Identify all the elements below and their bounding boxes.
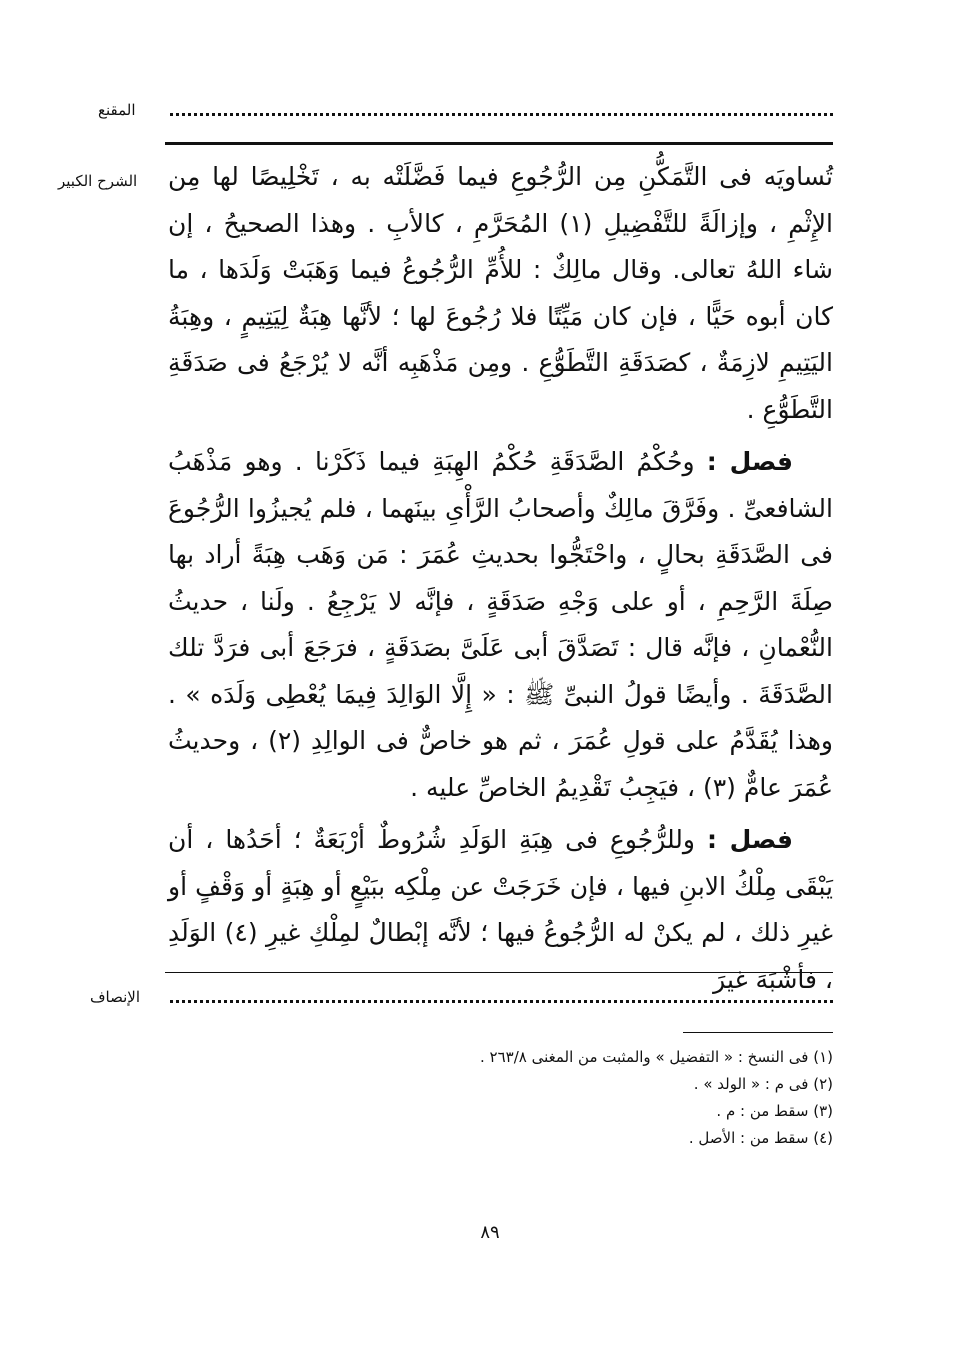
side-label-sharh: الشرح الكبير [58, 172, 138, 190]
paragraph-3 [168, 817, 833, 1003]
fasl-heading: فصل : [706, 447, 794, 476]
body-bottom-rule [165, 972, 833, 973]
bottom-dotted-line [170, 1000, 833, 1003]
footnote-separator [683, 1032, 833, 1033]
main-text [168, 152, 833, 1003]
header-rule [165, 142, 833, 145]
page-number: ٨٩ [480, 1222, 500, 1243]
paragraph-1: تُساويَه فى التَّمَكُّنِ مِن الرُّجُوعِ فيما فَضَّلَتْه به ، تَخْلِيصًا لها مِن الإِثْمِ ، وإزالَةً للتَّفْضِيلِ (١) المُحَرَّمِ ، كالأبِ . وهذا الصحيحُ ، إن شاء اللهُ تعالى. وقال مالِكٌ : للأُمِّ الرُّجُوعُ فيما وَهَبَتْ وَلَدَها ، ما كان أبوه حَيًّا ، فإن كان مَيِّتًا فلا رُجُوعَ لها ؛ لأنَّها هِبَةٌ لِيَتِيمٍ ، وهِبَةُ اليَتِيمِ لازِمَةٌ ، كصَدَقَةِ التَّطَوُّعِ . ومِن مَذْهَبِه أنَّه لا يُرْجَعُ فى صَدَقَةِ التَّطَوُّعِ . [168, 162, 833, 424]
footnotes [300, 1044, 833, 1152]
footnote-3: (٣) سقط من : م . [716, 1102, 833, 1120]
fasl-heading: فصل : [706, 825, 793, 854]
header-label-muqni: المقنع [98, 101, 136, 119]
side-label-insaf: الإنصاف [90, 988, 141, 1006]
footnote-2: (٢) فى م : « الولد » . [693, 1075, 833, 1093]
paragraph-2 [168, 439, 833, 811]
header-dotted-line [170, 113, 833, 116]
paragraph-3-text: وللرُّجُوعِ فى هِبَةِ الوَلَدِ شُرُوطٌ أرْبَعَةٌ ؛ أحَدُها ، أن يَبْقَى مِلْكُ الابنِ فيها ، فإن خَرَجَتْ عن مِلْكِه ببَيْعٍ أو هِبَةٍ أو وَقْفٍ أو غيرِ ذلك ، لم يكنْ له الرُّجُوعُ فيها ؛ لأنَّه إبْطالٌ لمِلْكِ غيرِ (٤) الوَلَدِ ، فأشْبَهَ غيرَ [168, 825, 833, 994]
footnote-4: (٤) سقط من : الأصل . [688, 1129, 833, 1147]
footnote-1: (١) فى النسخ : « التفضيل » والمثبت من المغنى ٢٦٣/٨ . [479, 1048, 833, 1066]
paragraph-2-text: وحُكْمُ الصَّدَقَةِ حُكْمُ الهِبَةِ فيما ذَكَرْنا . وهو مَذْهَبُ الشافعىِّ . وفَرَّقَ مالِكٌ وأصحابُ الرَّأْىِ بينَهما ، فلم يُجيزُوا الرُّجُوعَ فى الصَّدَقَةِ بحالٍ ، واحْتَجُّوا بحديثِ عُمَرَ : مَن وَهَب هِبَةً أراد بها صِلَةَ الرَّحِمِ ، أو على وَجْهِ صَدَقَةٍ ، فإنَّه لا يَرْجِعُ . ولَنا ، حديثُ النُّعْمانِ ، فإنَّه قال : تَصَدَّقَ أبى عَلَىَّ بصَدَقَةٍ ، فرَجَعَ أبى فرَدَّ تلك الصَّدَقَةَ . وأيضًا قولُ النبىِّ ﷺ : « إِلَّا الوَالِدَ فِيمَا يُعْطِى وَلَدَه » . وهذا يُقَدَّمُ على قولِ عُمَرَ ، ثم هو خاصٌّ فى الوالِدِ (٢) ، وحديثُ عُمَرَ عامٌّ (٣) ، فيَجِبُ تَقْدِيمُ الخاصِّ عليه . [168, 447, 834, 802]
